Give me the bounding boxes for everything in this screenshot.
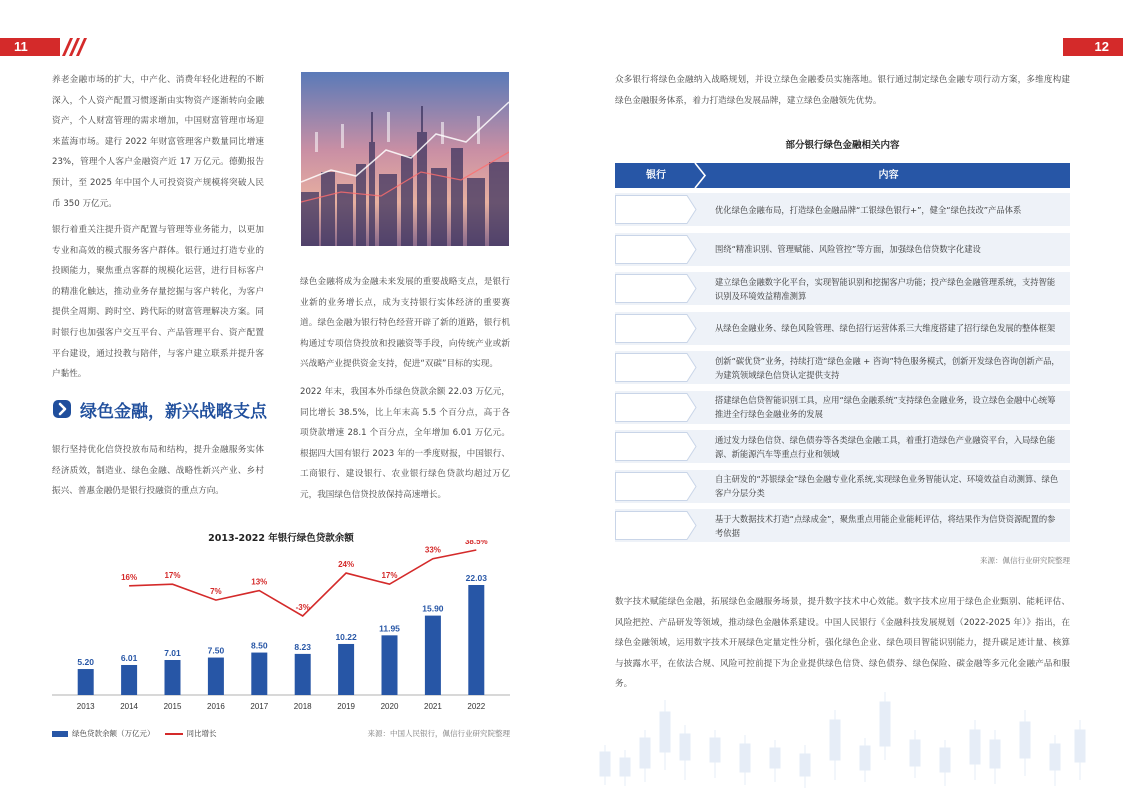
table-row-content: 搭建绿色信贷智能识别工具，应用“绿色金融系统”支持绿色金融业务，设立绿色金融中心统筹推进全行绿色金融业务的发展 bbox=[715, 395, 1056, 419]
legend-line-swatch bbox=[165, 733, 183, 735]
table-source: 来源：佩信行业研究院整理 bbox=[980, 556, 1070, 565]
bank-logo-cell bbox=[615, 195, 697, 224]
growth-value-label: 16% bbox=[121, 572, 138, 582]
bank-logo-cell bbox=[615, 314, 697, 343]
x-tick-label: 2019 bbox=[337, 702, 355, 711]
bar-value-label: 7.50 bbox=[207, 645, 225, 656]
bar-value-label: 8.50 bbox=[251, 640, 268, 651]
bar-value-label: 5.20 bbox=[77, 657, 94, 668]
left-page-number: 11 bbox=[0, 38, 60, 56]
legend-bar-label: 绿色贷款余额（万亿元） bbox=[72, 729, 155, 738]
section-heading bbox=[52, 396, 292, 422]
x-tick-label: 2015 bbox=[163, 702, 182, 711]
growth-value-label: 38.5% bbox=[464, 540, 488, 546]
bar bbox=[78, 669, 94, 695]
bar bbox=[295, 654, 311, 695]
table-row bbox=[615, 351, 1070, 384]
left-col2-paragraph-2: 2022 年末，我国本外币绿色贷款余额 22.03 万亿元，同比增长 38.5%，比上年末高 5.5 个百分点，高于各项贷款增速 28.1 个百分点，全年增加 6.01 万亿元。根据四大国有银行 2023 年的一季度财报，中国银行、工商银行、建设银行、农业银行绿色贷款均超过万亿元，我国绿色信贷投放保持高速增长。 bbox=[300, 387, 510, 500]
table-row bbox=[615, 272, 1070, 305]
left-col1-paragraph-1: 养老金融市场的扩大，中产化、消费年轻化进程的不断深入，个人资产配置习惯逐渐由实物资产逐渐转向金融资产，个人财富管理的需求增加，中国财富管理市场迎来蓝海市场。建行 2022 年财富管理客户数量同比增速 23%，管理个人客户金融资产近 17 万亿元。德勤报告预计，至 2025 年中国个人可投资资产规模将突破人民币 350 万亿元。 bbox=[52, 75, 264, 209]
table-row-content: 自主研发的“苏银绿金”绿色金融专业化系统,实现绿色业务智能认定、环境效益自动测算、绿色客户分层分类 bbox=[715, 474, 1059, 498]
growth-value-label: -3% bbox=[295, 603, 310, 612]
left-col1-paragraph-2: 银行着重关注提升资产配置与管理等业务能力，以更加专业和高效的模式服务客户群体。银行通过打造专业的投顾能力，聚焦重点客群的规模化运营，进行目标客户的精准化触达，推动业务存量挖掘与客户转化，为客户提供全周期、跨时空、跨代际的财富管理解决方案。同时银行也加强客户交互平台、产品管理平台、资产配置平台建设，通过投教与陪伴，与客户建立联系并提升客户黏性。 bbox=[52, 225, 264, 380]
left-stripes-decoration bbox=[60, 38, 90, 56]
table-row bbox=[615, 391, 1070, 424]
table-row bbox=[615, 312, 1070, 345]
bar-value-label: 8.23 bbox=[294, 641, 311, 652]
bar bbox=[338, 644, 354, 695]
chart-source: 来源：中国人民银行，佩信行业研究院整理 bbox=[367, 729, 510, 738]
green-loan-chart bbox=[52, 540, 510, 716]
bar-value-label: 10.22 bbox=[335, 631, 357, 642]
table-row-content: 基于大数据技术打造“点绿成金”，聚焦重点用能企业能耗评估，将结果作为信贷资源配置的参考依据 bbox=[715, 513, 1056, 538]
growth-value-label: 24% bbox=[338, 560, 355, 570]
table-row bbox=[615, 193, 1070, 226]
table-row-content: 从绿色金融业务、绿色风险管理、绿色招行运营体系三大维度搭建了招行绿色发展的整体框架 bbox=[715, 323, 1056, 333]
bar-value-label: 22.03 bbox=[465, 573, 487, 583]
x-tick-label: 2016 bbox=[207, 702, 225, 711]
bar bbox=[425, 616, 441, 695]
x-tick-label: 2013 bbox=[76, 702, 95, 711]
bar bbox=[382, 635, 398, 695]
bank-logo-cell bbox=[615, 472, 697, 501]
table-header-content: 内容 bbox=[878, 170, 899, 181]
legend-line-label: 同比增长 bbox=[186, 729, 217, 738]
bank-logo-cell bbox=[615, 511, 697, 540]
table-row bbox=[615, 509, 1070, 542]
x-tick-label: 2021 bbox=[424, 702, 442, 711]
growth-value-label: 33% bbox=[424, 545, 441, 555]
chevron-right-icon bbox=[52, 399, 72, 419]
bank-logo-cell bbox=[615, 432, 697, 461]
x-tick-label: 2018 bbox=[293, 702, 312, 711]
right-intro-paragraph: 众多银行将绿色金融纳入战略规划，并设立绿色金融委员实施落地。银行通过制定绿色金融专项行动方案，多维度构建绿色金融服务体系，着力打造绿色发展品牌，建立绿色金融领先优势。 bbox=[615, 75, 1070, 106]
bar bbox=[468, 585, 484, 695]
table-row-content: 建立绿色金融数字化平台，实现智能识别和挖掘客户功能；投产绿色金融管理系统，支持智能识别及环境效益精准测算 bbox=[715, 276, 1056, 301]
growth-value-label: 7% bbox=[210, 587, 222, 597]
table-row-content: 通过发力绿色信贷、绿色债券等各类绿色金融工具，着重打造绿色产业融资平台，入局绿色能源、新能源汽车等重点行业和领域 bbox=[715, 434, 1056, 459]
bar bbox=[208, 658, 224, 695]
right-page-number: 12 bbox=[1063, 38, 1123, 56]
left-col2-paragraph-1: 绿色金融将成为金融未来发展的重要战略支点，是银行业新的业务增长点，成为支持银行实体经济的重要赛道。绿色金融为银行特色经营开辟了新的道路，银行机构通过专项信贷投放和投融资等手段，向传统产业或新兴战略产业提供资金支持，促进“双碳”目标的实现。 bbox=[300, 277, 510, 370]
bar-value-label: 6.01 bbox=[120, 652, 138, 663]
table-row-content: 优化绿色金融布局，打造绿色金融品牌“工银绿色银行+”，健全“绿色技改”产品体系 bbox=[715, 204, 1022, 215]
candlestick-decoration bbox=[595, 690, 1095, 790]
bar-value-label: 11.95 bbox=[379, 623, 400, 634]
table-header bbox=[615, 163, 1070, 188]
x-tick-label: 2017 bbox=[250, 702, 269, 711]
table-row bbox=[615, 430, 1070, 463]
x-tick-label: 2020 bbox=[380, 702, 399, 711]
bank-logo-cell bbox=[615, 393, 697, 422]
left-col1-paragraph-3: 银行坚持优化信贷投放布局和结构，提升金融服务实体经济质效，制造业、绿色金融、战略性新兴产业、乡村振兴、普惠金融仍是银行投融资的重点方向。 bbox=[52, 445, 264, 497]
bar-value-label: 15.90 bbox=[422, 603, 444, 614]
legend-bar-swatch bbox=[52, 731, 68, 737]
bar bbox=[251, 653, 267, 695]
section-title: 绿色金融，新兴战略支点 bbox=[80, 401, 267, 422]
bar-value-label: 7.01 bbox=[164, 647, 181, 658]
growth-value-label: 13% bbox=[251, 577, 268, 587]
table-row bbox=[615, 233, 1070, 266]
growth-value-label: 17% bbox=[381, 571, 398, 581]
bank-logo-cell bbox=[615, 274, 697, 303]
table-row-content: 围绕“精准识别、管理赋能、风险管控”等方面，加强绿色信贷数字化建设 bbox=[715, 244, 981, 254]
table-header-bank: 银行 bbox=[646, 170, 666, 181]
table-title: 部分银行绿色金融相关内容 bbox=[785, 140, 900, 151]
bank-logo-cell bbox=[615, 353, 697, 382]
table-row-content: 创新“碳优贷”业务，持续打造“绿色金融 + 咨询”特色服务模式，创新开发绿色咨询创新产品，为建筑领域绿色信贷认定提供支持 bbox=[715, 355, 1060, 380]
table-row bbox=[615, 470, 1070, 503]
x-tick-label: 2022 bbox=[467, 702, 486, 711]
chart-title: 2013-2022 年银行绿色贷款余额 bbox=[208, 533, 354, 544]
bank-logo-cell bbox=[615, 235, 697, 264]
city-skyline-image bbox=[301, 72, 509, 246]
header-chevron-icon bbox=[693, 163, 707, 188]
x-tick-label: 2014 bbox=[120, 702, 138, 711]
right-outro-paragraph: 数字技术赋能绿色金融，拓展绿色金融服务场景，提升数字技术中心效能。数字技术应用于绿色企业甄别、能耗评估、风险把控、产品研发等领域，推动绿色金融体系建设。中国人民银行《金融科技发展规划（2022-2025 年）》指出，在绿色金融领域，运用数字技术开展绿色定量定性分析，强化绿色企业、绿色项目智能识别能力，提升碳足迹计量、核算与披露水平，在依法合规、风险可控前提下为企业提供绿色信贷、绿色债券、绿色保险、碳金融等多元化金融产品和服务。 bbox=[615, 597, 1070, 690]
chart-legend bbox=[52, 728, 217, 739]
growth-value-label: 17% bbox=[164, 571, 181, 581]
bar bbox=[165, 660, 181, 695]
bar bbox=[121, 665, 137, 695]
